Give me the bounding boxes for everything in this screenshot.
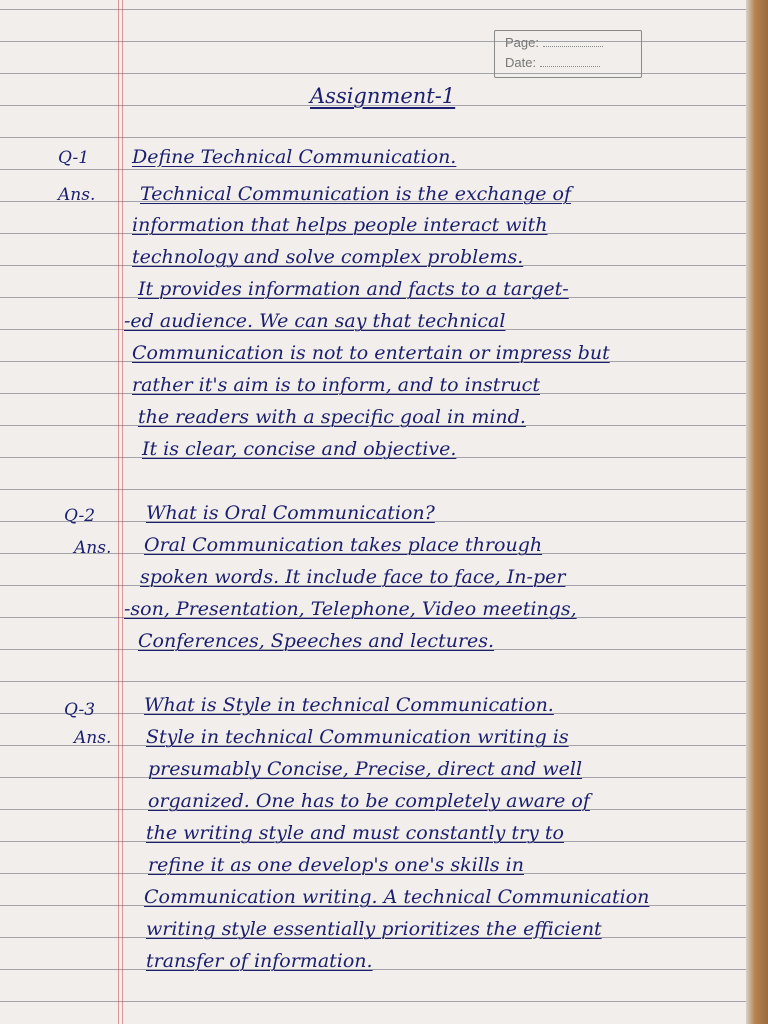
notebook-binding-edge: [746, 0, 768, 1024]
question-text: Define Technical Communication.: [132, 146, 457, 168]
answer-line: technology and solve complex problems.: [132, 246, 524, 268]
page-label: Page:: [505, 35, 539, 50]
answer-line: Communication is not to entertain or impress but: [132, 342, 610, 364]
margin-line: [118, 0, 119, 1024]
answer-line: -son, Presentation, Telephone, Video meetings,: [124, 598, 577, 620]
answer-line: -ed audience. We can say that technical: [124, 310, 506, 332]
answer-label: Ans.: [58, 185, 96, 205]
answer-line: organized. One has to be completely aware of: [148, 790, 590, 812]
answer-label: Ans.: [74, 538, 112, 558]
question-text: What is Style in technical Communication.: [144, 694, 554, 716]
answer-line: presumably Concise, Precise, direct and well: [148, 758, 583, 780]
answer-line: the writing style and must constantly try to: [146, 822, 564, 844]
answer-line: It provides information and facts to a target-: [138, 278, 569, 300]
answer-line: writing style essentially prioritizes the efficient: [146, 918, 602, 940]
answer-line: rather it's aim is to inform, and to instruct: [132, 374, 540, 396]
page-title: Assignment-1: [310, 84, 456, 108]
answer-line: information that helps people interact with: [132, 214, 548, 236]
question-number: Q-3: [64, 700, 96, 720]
answer-line: spoken words. It include face to face, In-per: [140, 566, 566, 588]
answer-line: Style in technical Communication writing is: [146, 726, 569, 748]
answer-line: the readers with a specific goal in mind.: [138, 406, 526, 428]
answer-line: refine it as one develop's one's skills in: [148, 854, 524, 876]
question-text: What is Oral Communication?: [146, 502, 435, 524]
question-number: Q-2: [64, 506, 96, 526]
answer-line: It is clear, concise and objective.: [142, 438, 457, 460]
answer-line: transfer of information.: [146, 950, 373, 972]
answer-line: Communication writing. A technical Communication: [144, 886, 650, 908]
answer-line: Conferences, Speeches and lectures.: [138, 630, 495, 652]
page-date-box: [494, 30, 642, 78]
date-label: Date:: [505, 55, 537, 70]
margin-line: [122, 0, 123, 1024]
question-number: Q-1: [58, 148, 90, 168]
answer-line: Technical Communication is the exchange of: [140, 183, 572, 205]
answer-line: Oral Communication takes place through: [144, 534, 543, 556]
answer-label: Ans.: [74, 728, 112, 748]
